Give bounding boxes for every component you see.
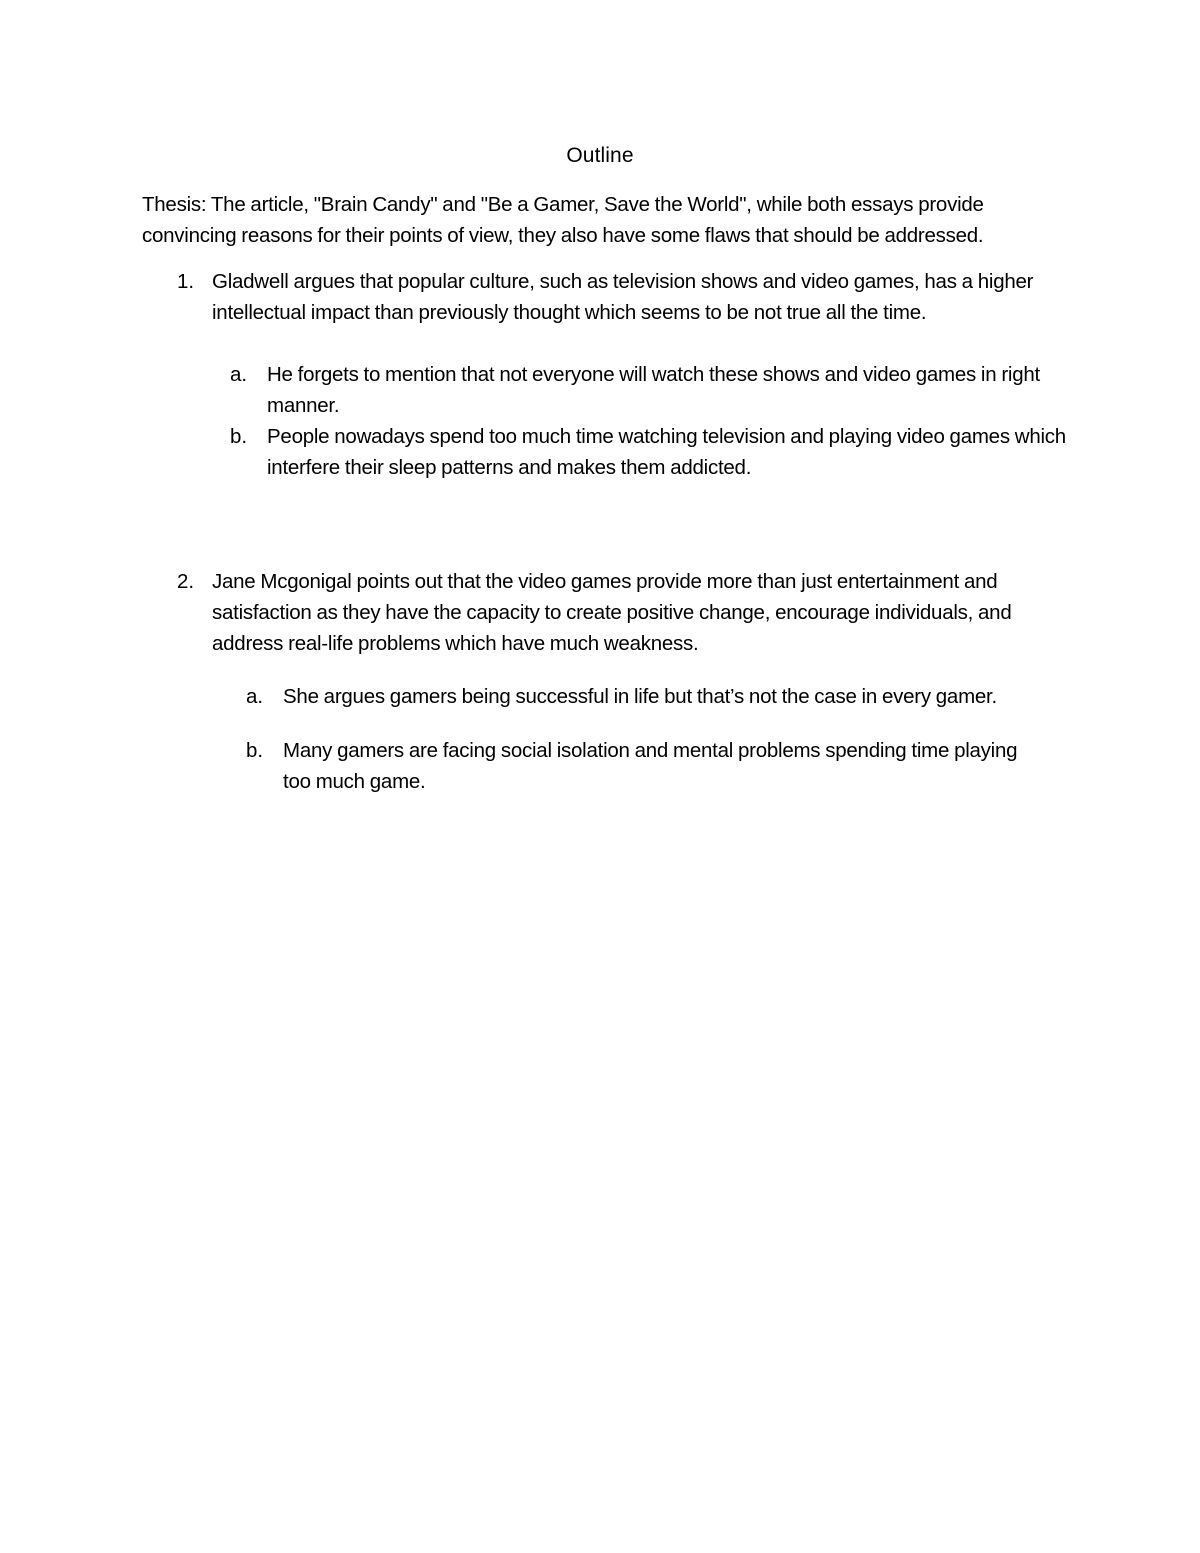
sub-list-marker: b. <box>230 425 248 448</box>
sub-list-marker: a. <box>246 685 264 708</box>
sub-list-marker: b. <box>246 739 264 762</box>
sub-list-item: She argues gamers being successful in life but that’s not the case in every gamer. <box>283 685 997 708</box>
sub-list-item: He forgets to mention that not everyone will watch these shows and video games in right manner. <box>267 363 1040 417</box>
list-marker: 1. <box>177 270 195 293</box>
sub-list-item: Many gamers are facing social isolation and mental problems spending time playing too much game. <box>283 739 1018 793</box>
page-title: Outline <box>566 144 634 167</box>
list-marker: 2. <box>177 570 195 593</box>
list-item: Jane Mcgonigal points out that the video games provide more than just entertainment and satisfaction as they have the capacity to create positive change, encourage individuals, and address real-life problems which have much weakness. <box>212 570 1012 655</box>
thesis-statement: Thesis: The article, "Brain Candy" and "Be a Gamer, Save the World", while both essays provide convincing reasons for their points of view, they also have some flaws that should be addressed. <box>142 193 984 247</box>
list-item: Gladwell argues that popular culture, such as television shows and video games, has a higher intellectual impact than previously thought which seems to be not true all the time. <box>212 270 1034 324</box>
sub-list-item: People nowadays spend too much time watching television and playing video games which interfere their sleep patterns and makes them addicted. <box>267 425 1066 479</box>
sub-list-marker: a. <box>230 363 248 386</box>
